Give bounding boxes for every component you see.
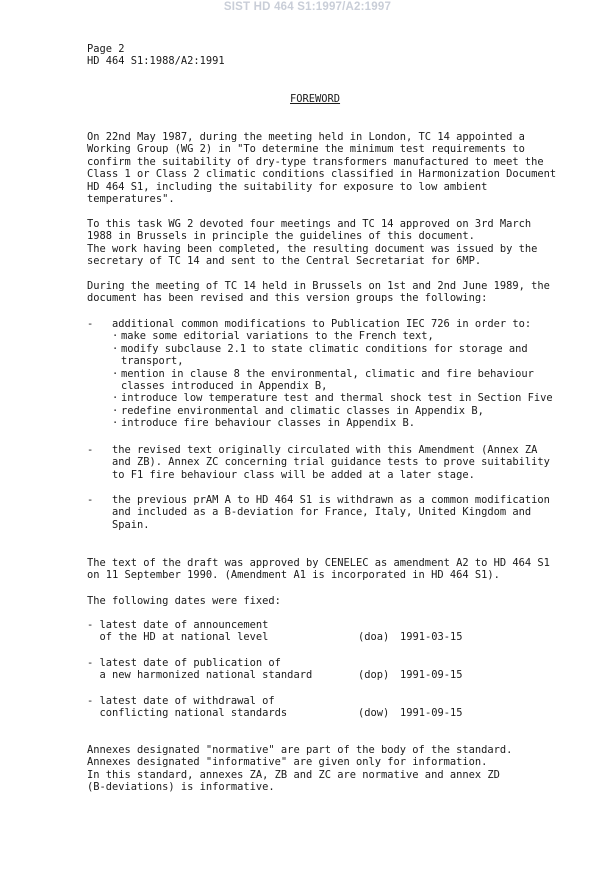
date-code: (dow) (358, 707, 390, 719)
bullet-icon: · (112, 367, 119, 380)
date-label: - latest date of withdrawal of (87, 695, 275, 707)
list-dash: - (87, 444, 94, 456)
list-item-line: and included as a B-deviation for France, Italy, United Kingdom and (112, 506, 532, 519)
sub-bullet (112, 343, 562, 355)
bullet-icon: · (112, 342, 119, 355)
sub-bullet-text: introduce fire behaviour classes in Appendix B. (121, 417, 416, 430)
paragraph-revision (87, 280, 557, 305)
paragraph-annexes (87, 744, 557, 794)
paragraph-line: Annexes designated "normative" are part of the body of the standard. (87, 744, 513, 756)
paragraph-line: temperatures". (87, 193, 175, 206)
paragraph-approval (87, 557, 557, 582)
list-item-line: and ZB). Annex ZC concerning trial guidance tests to prove suitability (112, 456, 550, 469)
paragraph-line: Class 1 or Class 2 climatic conditions classified in Harmonization Document (87, 168, 557, 181)
bullet-icon: · (112, 392, 119, 405)
list-item-line: the revised text originally circulated with this Amendment (Annex ZA (112, 444, 538, 456)
date-value: 1991-03-15 (400, 631, 463, 643)
list-item-line: the previous prAM A to HD 464 S1 is withdrawn as a common modification (112, 494, 550, 506)
date-value: 1991-09-15 (400, 707, 463, 719)
paragraph-line: On 22nd May 1987, during the meeting held in London, TC 14 appointed a (87, 131, 525, 143)
sub-bullet (112, 330, 562, 342)
sub-bullet-text: modify subclause 2.1 to state climatic conditions for storage and (121, 342, 528, 355)
date-label: - latest date of publication of (87, 657, 281, 669)
date-label: a new harmonized national standard (87, 669, 313, 682)
sub-bullet-text: introduce low temperature test and thermal shock test in Section Five (121, 392, 553, 405)
bullet-icon: · (112, 417, 119, 430)
sub-bullet-text: redefine environmental and climatic classes in Appendix B, (121, 404, 484, 417)
page-number: Page 2 (87, 43, 125, 55)
paragraph-line: Annexes designated "informative" are given only for information. (87, 756, 488, 769)
paragraph-line: secretary of TC 14 and sent to the Central Secretariat for 6MP. (87, 255, 482, 268)
list-item-line: to F1 fire behaviour class will be added at a later stage. (112, 468, 475, 481)
paragraph-line: Working Group (WG 2) in "To determine the minimum test requirements to (87, 143, 525, 156)
sub-bullet-text: make some editorial variations to the French text, (121, 330, 434, 343)
date-label: of the HD at national level (87, 631, 269, 644)
list-item-revised-text (112, 444, 562, 481)
paragraph-line: HD 464 S1, including the suitability for exposure to low ambient (87, 180, 488, 193)
date-label: - latest date of announcement (87, 619, 269, 631)
paragraph-line: The work having been completed, the resulting document was issued by the (87, 242, 538, 255)
sub-bullet (112, 392, 562, 404)
document-watermark: SIST HD 464 S1:1997/A2:1997 (223, 1, 392, 13)
date-code: (doa) (358, 631, 390, 643)
paragraph-line: confirm the suitability of dry-type transformers manufactured to meet the (87, 155, 544, 168)
list-item-intro: additional common modifications to Publication IEC 726 in order to: (112, 318, 532, 330)
paragraph-line: To this task WG 2 devoted four meetings and TC 14 approved on 3rd March (87, 218, 532, 230)
sub-bullet-text: transport, (121, 355, 184, 368)
sub-bullet (112, 368, 562, 380)
document-reference: HD 464 S1:1988/A2:1991 (87, 55, 225, 67)
list-dash: - (87, 318, 94, 330)
paragraph-line: (B-deviations) is informative. (87, 781, 275, 794)
sub-bullet (112, 405, 562, 417)
sub-bullet-continuation (112, 355, 562, 367)
list-item-withdrawn (112, 494, 562, 531)
list-item-line: Spain. (112, 518, 150, 531)
list-item-modifications (112, 318, 562, 430)
sub-bullet-text: classes introduced in Appendix B, (121, 380, 328, 393)
paragraph-line: 1988 in Brussels in principle the guidelines of this document. (87, 230, 475, 243)
paragraph-line: document has been revised and this version groups the following: (87, 292, 488, 305)
sub-bullet-text: mention in clause 8 the environmental, climatic and fire behaviour (121, 367, 534, 380)
paragraph-task-meetings (87, 218, 557, 268)
sub-bullet-continuation (112, 380, 562, 392)
sub-bullet (112, 417, 562, 429)
dates-intro: The following dates were fixed: (87, 595, 281, 607)
foreword-heading: FOREWORD (290, 93, 341, 105)
paragraph-line: In this standard, annexes ZA, ZB and ZC are normative and annex ZD (87, 768, 500, 781)
bullet-icon: · (112, 330, 119, 343)
paragraph-line: During the meeting of TC 14 held in Brussels on 1st and 2nd June 1989, the (87, 280, 550, 292)
date-label: conflicting national standards (87, 707, 288, 720)
paragraph-line: The text of the draft was approved by CENELEC as amendment A2 to HD 464 S1 (87, 557, 550, 569)
date-code: (dop) (358, 669, 390, 681)
paragraph-line: on 11 September 1990. (Amendment A1 is incorporated in HD 464 S1). (87, 569, 500, 582)
bullet-icon: · (112, 404, 119, 417)
list-dash: - (87, 494, 94, 506)
paragraph-working-group (87, 131, 557, 205)
date-value: 1991-09-15 (400, 669, 463, 681)
